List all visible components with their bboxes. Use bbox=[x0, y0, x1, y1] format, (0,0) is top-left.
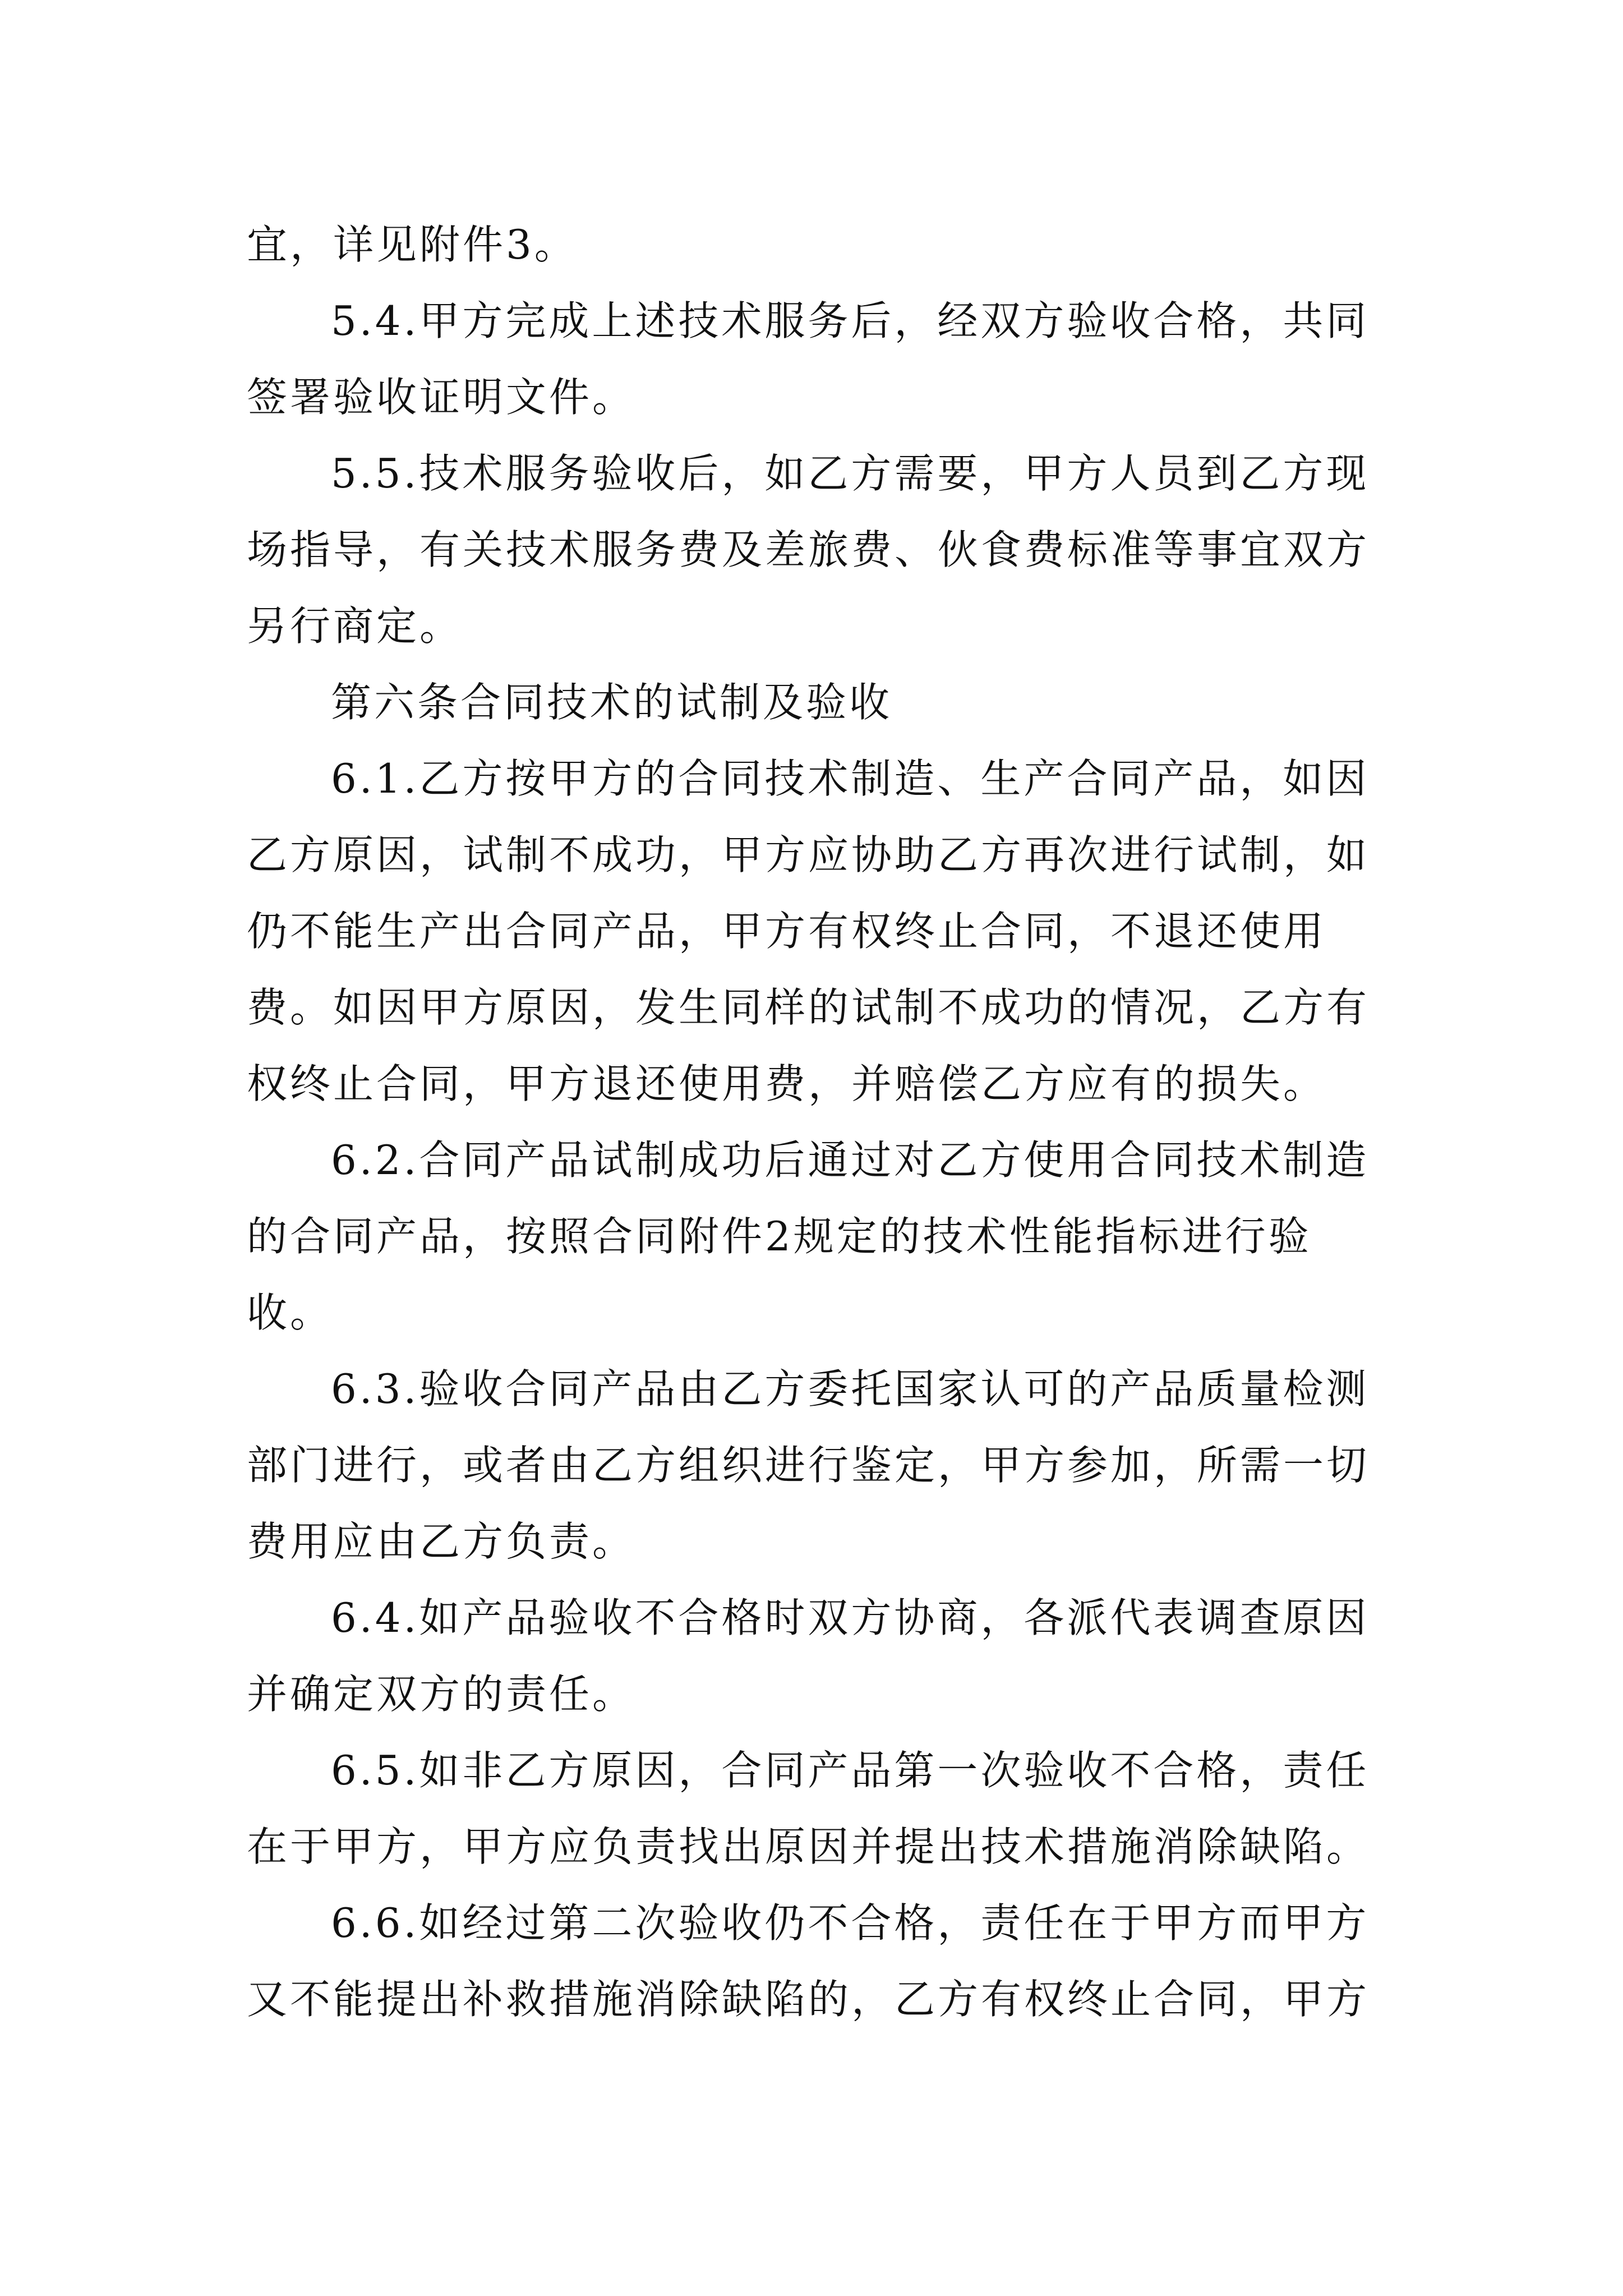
clause-6-2: 6.2.合同产品试制成功后通过对乙方使用合同技术制造的合同产品，按照合同附件2规定的技术性能指标进行验收。 bbox=[247, 1137, 1370, 1336]
clause-6-6: 6.6.如经过第二次验收仍不合格，责任在于甲方而甲方又不能提出补救措施消除缺陷的，乙方有权终止合同，甲方 bbox=[247, 1899, 1370, 2023]
clause-5-4: 5.4.甲方完成上述技术服务后，经双方验收合格，共同签署验收证明文件。 bbox=[247, 297, 1370, 421]
clause-6-1: 6.1.乙方按甲方的合同技术制造、生产合同产品，如因乙方原因，试制不成功，甲方应协助乙方再次进行试制，如仍不能生产出合同产品，甲方有权终止合同，不退还使用费。如因甲方原因，发生同样的试制不成功的情况，乙方有权终止合同，甲方退还使用费，并赔偿乙方应有的损失。 bbox=[247, 755, 1370, 1107]
article-6-heading: 第六条合同技术的试制及验收 bbox=[331, 679, 893, 726]
clause-6-5: 6.5.如非乙方原因，合同产品第一次验收不合格，责任在于甲方，甲方应负责找出原因并提出技术措施消除缺陷。 bbox=[247, 1747, 1370, 1870]
clause-5-5: 5.5.技术服务验收后，如乙方需要，甲方人员到乙方现场指导，有关技术服务费及差旅费、伙食费标准等事宜双方另行商定。 bbox=[247, 450, 1370, 650]
document-body bbox=[247, 206, 1380, 2037]
clause-6-4: 6.4.如产品验收不合格时双方协商，各派代表调查原因并确定双方的责任。 bbox=[247, 1594, 1370, 1718]
clause-6-3: 6.3.验收合同产品由乙方委托国家认可的产品质量检测部门进行，或者由乙方组织进行鉴定，甲方参加，所需一切费用应由乙方负责。 bbox=[247, 1365, 1370, 1565]
paragraph-continuation: 宜，详见附件3。 bbox=[247, 221, 578, 268]
